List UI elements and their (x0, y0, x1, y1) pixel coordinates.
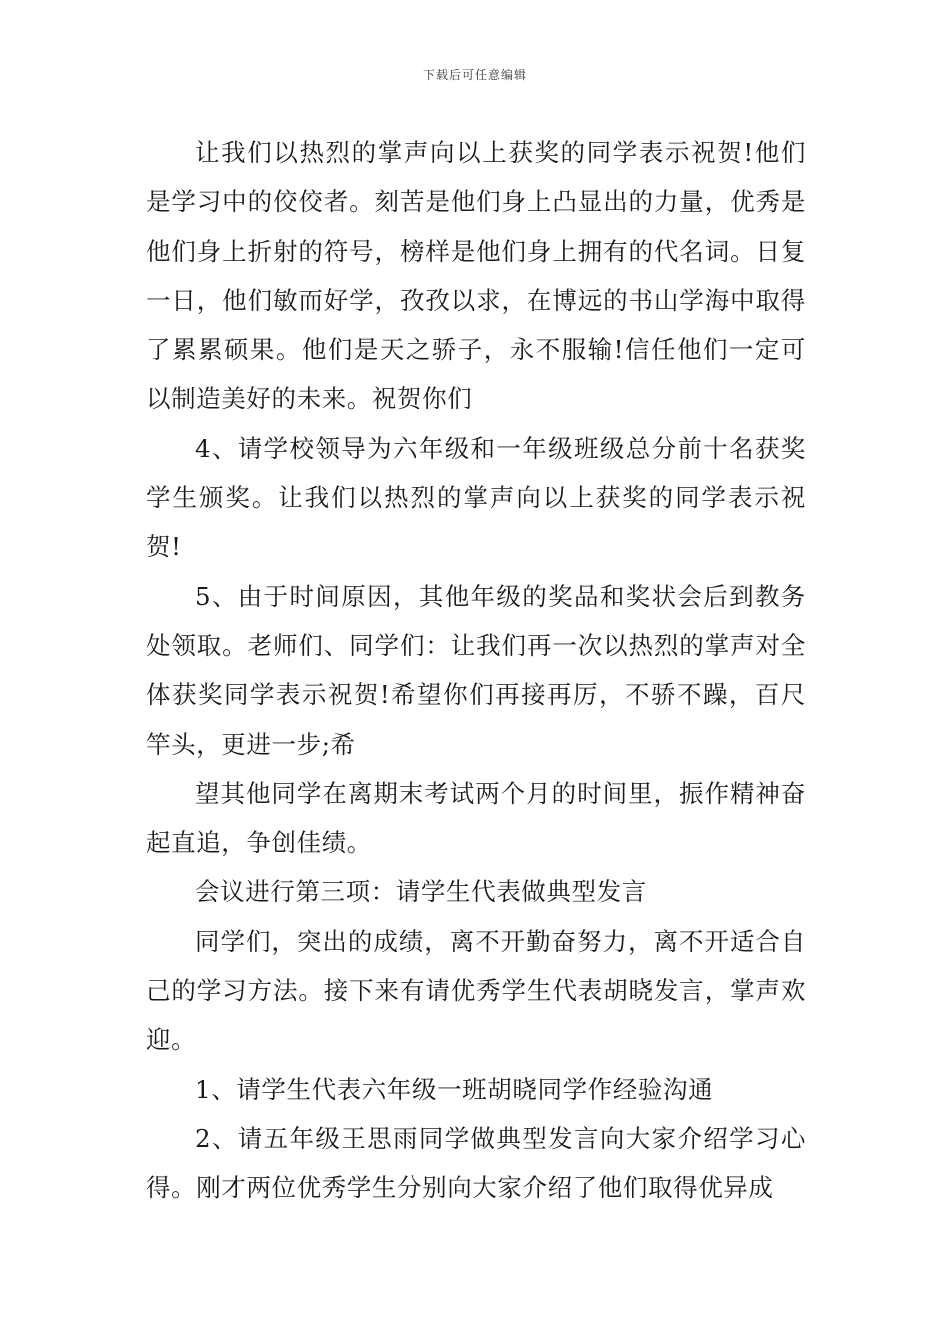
document-body (146, 128, 806, 1213)
paragraph: 同学们，突出的成绩，离不开勤奋努力，离不开适合自己的学习方法。接下来有请优秀学生代表胡晓发言，掌声欢迎。 (146, 926, 806, 1055)
paragraph: 2、请五年级王思雨同学做典型发言向大家介绍学习心得。刚才两位优秀学生分别向大家介绍了他们取得优异成 (146, 1123, 806, 1203)
paragraph: 5、由于时间原因，其他年级的奖品和奖状会后到教务处领取。老师们、同学们：让我们再一次以热烈的掌声对全体获奖同学表示祝贺!希望你们再接再厉，不骄不躁，百尺竿头，更进一步;希 (146, 581, 806, 759)
paragraph: 让我们以热烈的掌声向以上获奖的同学表示祝贺!他们是学习中的佼佼者。刻苦是他们身上凸显出的力量，优秀是他们身上折射的符号，榜样是他们身上拥有的代名词。日复一日，他们敏而好学，孜孜以求，在博远的书山学海中取得了累累硕果。他们是天之骄子，永不服输!信任他们一定可以制造美好的未来。祝贺你们 (146, 138, 806, 414)
page-header: 下载后可任意编辑 (422, 68, 527, 82)
paragraph: 4、请学校领导为六年级和一年级班级总分前十名获奖学生颁奖。让我们以热烈的掌声向以上获奖的同学表示祝贺! (146, 433, 806, 562)
paragraph: 望其他同学在离期末考试两个月的时间里，振作精神奋起直追，争创佳绩。 (146, 778, 806, 858)
paragraph: 会议进行第三项：请学生代表做典型发言 (195, 877, 647, 907)
paragraph: 1、请学生代表六年级一班胡晓同学作经验沟通 (195, 1074, 714, 1104)
